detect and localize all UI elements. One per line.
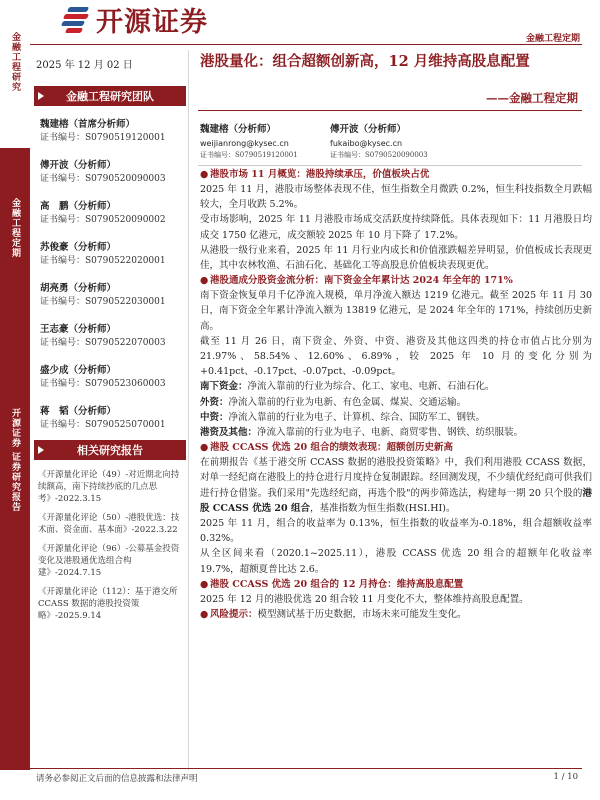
team-member	[40, 364, 188, 405]
related-heading-text: 相关研究报告	[77, 444, 143, 457]
paragraph: 从港股一级行业来看，2025 年 11 月行业内成长和价值涨跌幅差异明显，价值板成长表现更佳，其中农林牧渔、石油石化、基础化工等高股息价值板块表现更优。	[200, 244, 592, 272]
paragraph-label: 南下资金：	[200, 381, 248, 393]
left-strip-bottom	[0, 400, 30, 770]
page-number: 1 / 10	[553, 772, 578, 782]
related-report-link[interactable]: 《开源量化评论（112）：基于港交所 CCASS 数据的港股投资策略》-2025.9.14	[38, 587, 178, 621]
footer-disclaimer: 请务必参阅正文后面的信息披露和法律声明	[36, 774, 198, 784]
risk-text: 模型测试基于历史数据，市场未来可能发生变化。	[257, 609, 467, 621]
paragraph-label: 外资：	[200, 396, 229, 408]
analyst-email[interactable]: fukaibo@kysec.cn	[330, 139, 403, 148]
related-heading	[34, 440, 186, 460]
related-reports-list	[38, 469, 186, 629]
bullet-icon: ●	[200, 609, 209, 621]
member-name: 苏俊豪（分析师）	[40, 242, 117, 253]
report-title: 港股量化：组合超额创新高，12 月维持高股息配置	[200, 53, 530, 70]
related-report-link[interactable]: 《开源量化评论（96）-公募基金投资变化及港股通优选组合构建》-2024.7.15	[38, 544, 180, 578]
header-divider	[30, 44, 582, 45]
paragraph: 从全区间来看（2020.1~2025.11），港股 CCASS 优选 20 组合的超额年化收益率 19.7%，超额夏普比达 2.6。	[200, 548, 592, 575]
member-name: 胡亮勇（分析师）	[40, 283, 117, 294]
report-date: 2025 年 12 月 02 日	[36, 60, 133, 71]
paragraph-text: 净流入靠前的行业为电子、计算机、综合、国防军工、钢铁。	[228, 411, 486, 423]
member-name: 蒋 韬（分析师）	[40, 406, 117, 417]
section-heading-text: 港股通成分股资金流分析：南下资金全年累计达 2024 年全年的 171%	[210, 275, 513, 287]
paragraph: 2025 年 12 月的港股优选 20 组合较 11 月变化不大，整体维持高股息配置。	[200, 593, 529, 605]
analyst-card	[330, 124, 460, 160]
logo-text: 开源证券	[96, 6, 208, 38]
footer-divider	[30, 768, 582, 769]
member-cert: 证书编号：S0790523060003	[40, 379, 166, 389]
member-name: 盛少成（分析师）	[40, 365, 117, 376]
logo-mark-icon	[60, 4, 90, 34]
team-member	[40, 118, 188, 159]
member-cert: 证书编号：S0790522020001	[40, 256, 166, 266]
team-member	[40, 323, 188, 364]
report-type: 金融工程定期	[525, 34, 580, 44]
section-heading	[200, 577, 592, 592]
analyst-cert: 证书编号：S0790520090003	[330, 151, 428, 159]
paragraph: 2025 年 11 月，组合的收益率为 0.13%，恒生指数的收益率为-0.18%，组合超额收益率 0.32%。	[200, 518, 592, 545]
team-member	[40, 159, 188, 200]
labeled-paragraph	[200, 395, 592, 410]
left-strip-top	[0, 0, 30, 148]
member-name: 王志豪（分析师）	[40, 324, 117, 335]
bullet-icon: ●	[200, 578, 209, 590]
paragraph-label: 中资：	[200, 411, 229, 423]
bullet-icon: ●	[200, 169, 209, 180]
member-name: 魏建榕（首席分析师）	[40, 119, 136, 130]
report-subtitle: ——金融工程定期	[486, 91, 578, 105]
member-name: 傅开波（分析师）	[40, 160, 117, 171]
team-member	[40, 241, 188, 282]
heading-arrow-icon	[38, 92, 44, 100]
risk-warning	[200, 607, 592, 622]
company-logo	[60, 2, 208, 36]
intro-text-end: ，基准指数为恒生指数(HSI.HI)。	[309, 502, 456, 514]
section-heading-text: 港股市场 11 月概览：港股持续承压，价值板块占优	[210, 169, 430, 180]
member-cert: 证书编号：S0790522070003	[40, 338, 166, 348]
strip-text-bottom: 开源证券 证券研究报告	[10, 408, 20, 513]
report-body	[200, 167, 592, 622]
team-heading-text: 金融工程研究团队	[66, 90, 154, 103]
paragraph-label: 港资及其他：	[200, 427, 258, 439]
member-name: 高 鹏（分析师）	[40, 201, 117, 212]
labeled-paragraph	[200, 410, 592, 425]
section-heading	[200, 440, 592, 455]
labeled-paragraph	[200, 379, 592, 394]
analyst-row	[200, 124, 590, 160]
team-member	[40, 282, 188, 323]
section-heading-text: 港股 CCASS 优选 20 组合的 12 月持仓：维持高股息配置	[210, 578, 464, 590]
left-strip-middle	[0, 148, 30, 400]
paragraph-text: 净流入靠前的行业为综合、化工、家电、电新、石油石化。	[247, 381, 495, 393]
member-cert: 证书编号：S0790520090002	[40, 215, 166, 225]
paragraph: 受市场影响，2025 年 11 月港股市场成交活跃度持续降低。具体表现如下：11 月港股日均成交 1750 亿港元，成交额较 2025 年 10 月下降了 17.2%。	[200, 214, 592, 241]
section-heading	[200, 273, 592, 288]
analyst-email[interactable]: weijianrong@kysec.cn	[200, 139, 289, 148]
strip-text-top: 金融工程研究	[10, 32, 20, 92]
section-heading-text: 港股 CCASS 优选 20 组合的绩效表现：超额创历史新高	[210, 442, 453, 454]
analyst-card	[200, 124, 330, 160]
paragraph-text: 净流入靠前的行业为电新、有色金属、煤炭、交通运输。	[228, 396, 467, 408]
analyst-name: 傅开波（分析师）	[330, 124, 407, 135]
labeled-paragraph	[200, 425, 592, 440]
member-cert: 证书编号：S0790520090003	[40, 174, 166, 184]
paragraph-text: 净流入靠前的行业为电子、电新、商贸零售、钢铁、纺织服装。	[257, 427, 524, 439]
paragraph: 截至 11 月 26 日，南下资金、外资、中资、港资及其他这四类的持仓市值占比分别为 21.97%、58.54%、12.60%、6.89%，较 2025 年 10 月的变化分别为+0.41pct、-0.17pct、-0.07pct、-0.09pct。	[200, 335, 592, 378]
member-cert: 证书编号：S0790519120001	[40, 133, 166, 143]
section-heading	[200, 167, 592, 182]
intro-text: 在前期报告《基于港交所 CCASS 数据的港股投资策略》中，我们利用港股 CCASS 数据，对单一经纪商在港股上的持仓进行月度持仓复制跟踪。经回测发现，不少绩优经纪商可供我们进行持仓借鉴。我们采用"先选经纪商，再选个股"的两步筛选法，构建每一期 20 只个股的	[200, 457, 592, 499]
team-member	[40, 200, 188, 241]
bullet-icon: ●	[200, 275, 209, 287]
subtitle-divider	[198, 110, 582, 111]
heading-arrow-icon	[38, 446, 44, 454]
risk-label: 风险提示：	[210, 609, 258, 621]
analyst-divider	[198, 165, 582, 166]
portfolio-name: 港股 CCASS 优选 20 组合	[200, 487, 592, 514]
member-cert: 证书编号：S0790522030001	[40, 297, 166, 307]
related-report-link[interactable]: 《开源量化评论（49）-对近期北向持续额高，南下持续抄底的几点思考》-2022.3.15	[38, 470, 180, 504]
sidebar-divider	[188, 50, 189, 770]
bullet-icon: ●	[200, 442, 209, 454]
strip-text-middle: 金融工程定期	[10, 198, 20, 258]
related-report-link[interactable]: 《开源量化评论（50）-港股优选：技术面、资金面、基本面》-2022.3.22	[38, 513, 180, 535]
paragraph: 南下资金恢复单月千亿净流入规模，单月净流入额达 1219 亿港元。截至 2025 年 11 月 30 日，南下资金全年累计净流入额为 13819 亿港元，是 2024 年全年的 171%，持续创历史新高。	[200, 290, 592, 332]
paragraph	[200, 455, 592, 516]
team-heading	[34, 86, 186, 106]
member-cert: 证书编号：S0790525070001	[40, 420, 166, 430]
analyst-name: 魏建榕（分析师）	[200, 124, 277, 135]
paragraph: 2025 年 11 月，港股市场整体表现不佳，恒生指数全月微跌 0.2%，恒生科技指数全月跌幅较大，全月收跌 5.2%。	[200, 184, 592, 211]
team-list	[40, 118, 188, 446]
analyst-cert: 证书编号：S0790519120001	[200, 151, 298, 159]
